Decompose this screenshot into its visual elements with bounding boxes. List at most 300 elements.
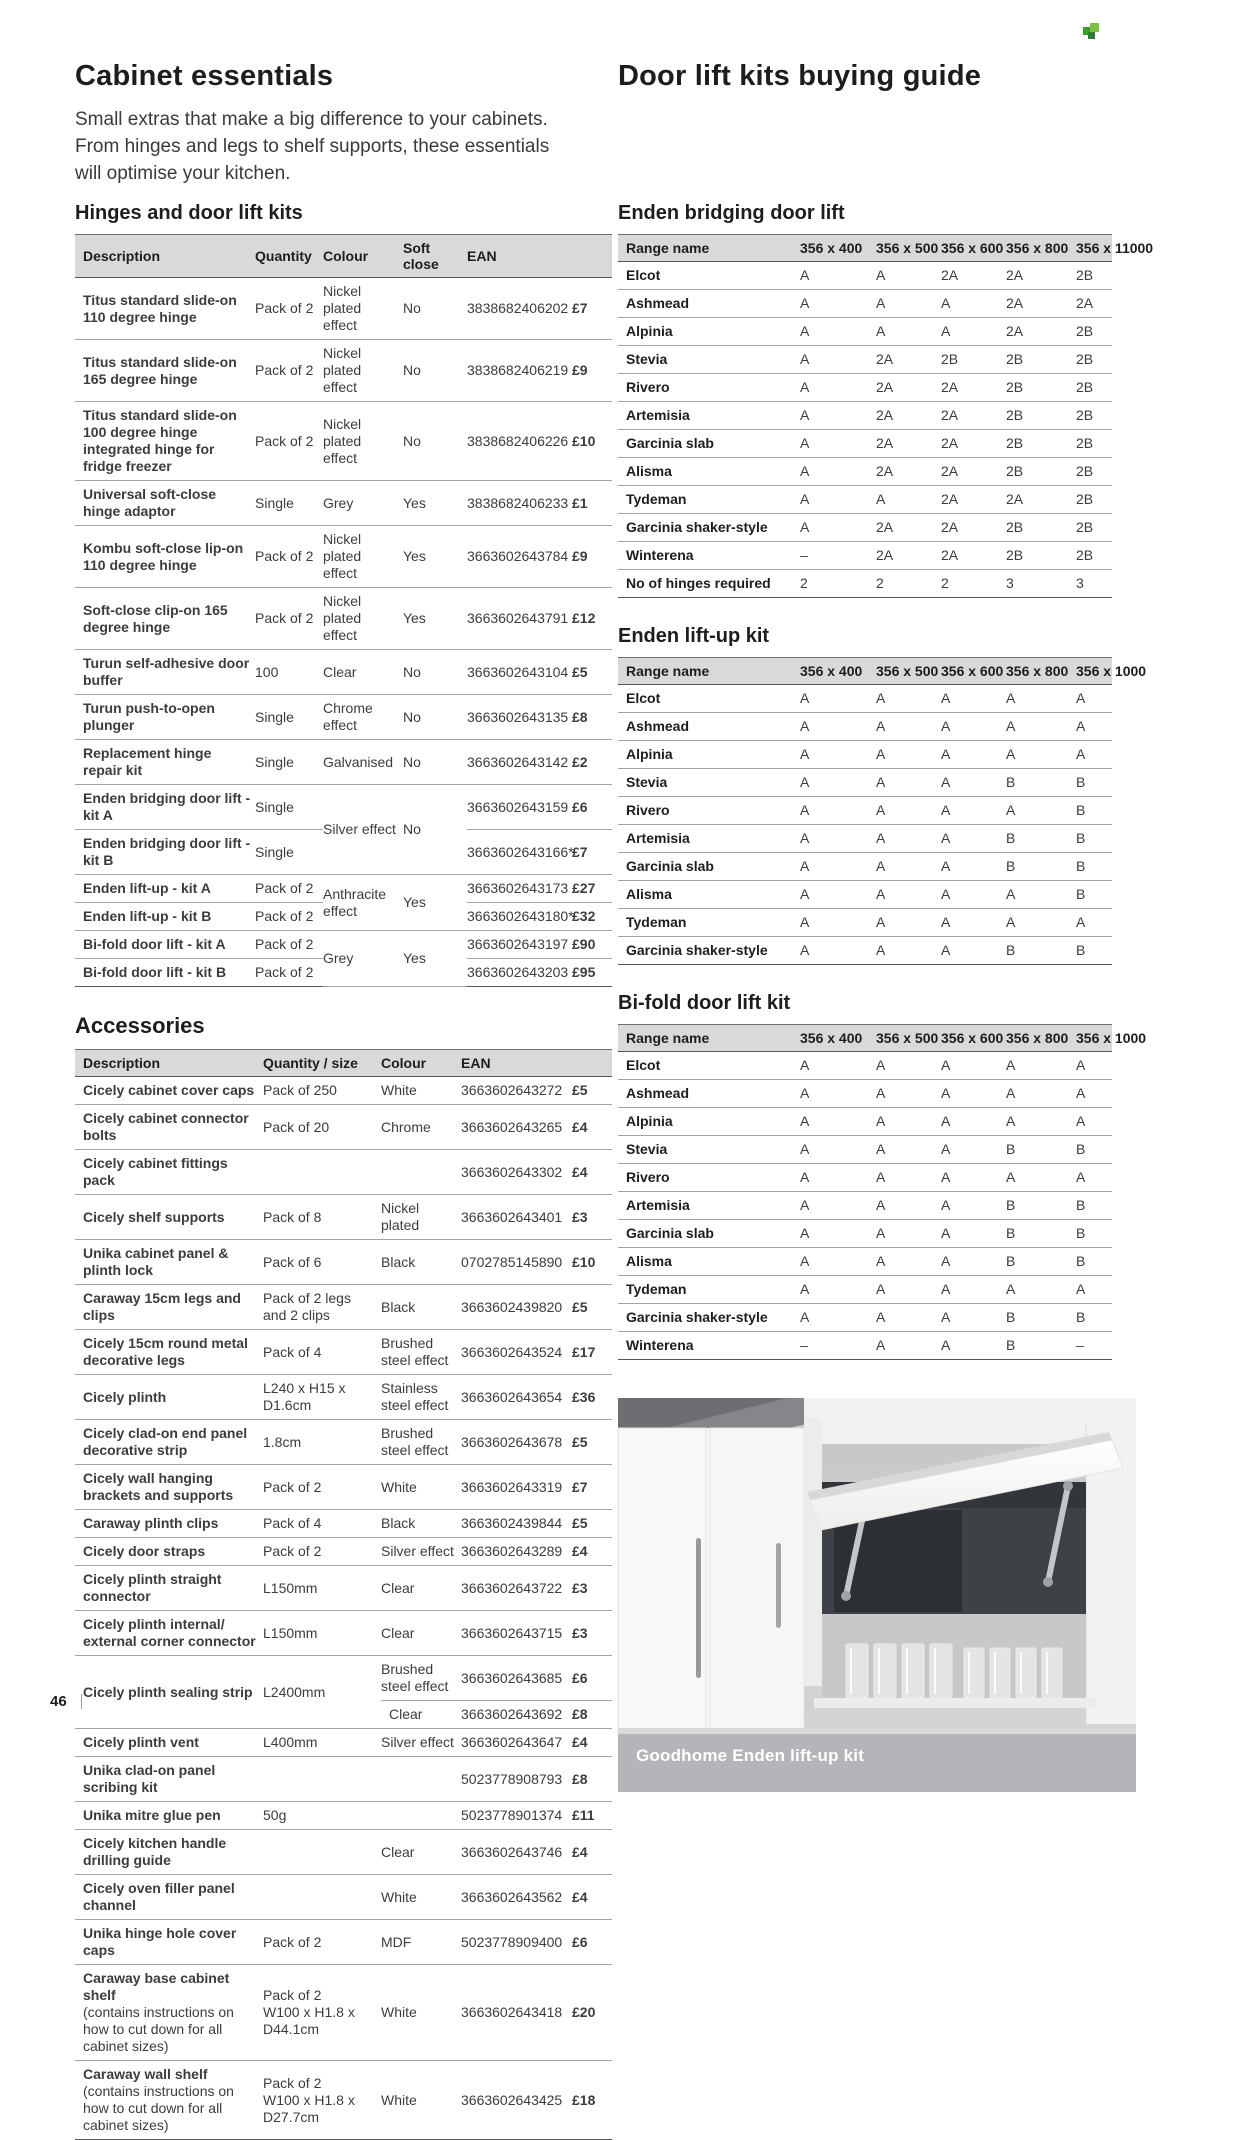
kit-code: A: [876, 825, 941, 853]
kit-code: B: [1076, 769, 1112, 797]
table-row: [75, 481, 612, 526]
kit-code: 2: [941, 570, 1006, 598]
kit-code: A: [800, 486, 876, 514]
cell-ean: 3663602643166*: [467, 830, 572, 875]
table-row: [618, 1304, 1112, 1332]
kit-code: A: [876, 290, 941, 318]
cell-ean: 3663602643265: [461, 1105, 572, 1150]
kit-code: 2A: [1006, 262, 1076, 290]
cell-qty: 1.8cm: [263, 1420, 381, 1465]
kit-code: A: [1006, 741, 1076, 769]
cell-colour: Nickel plated effect: [323, 340, 403, 402]
kit-code: A: [876, 1220, 941, 1248]
cell-price: £9: [572, 526, 612, 588]
cell-qty: Single: [255, 740, 323, 785]
table-row: [618, 825, 1112, 853]
table-row: [75, 1729, 612, 1757]
kit-code: A: [941, 1304, 1006, 1332]
kit-code: A: [800, 1108, 876, 1136]
cell-colour: Nickel plated effect: [323, 526, 403, 588]
cell-qty: Pack of 250: [263, 1077, 381, 1105]
cell-soft: No: [403, 340, 467, 402]
column-header: EAN: [467, 235, 572, 278]
cell-price: £6: [572, 1920, 612, 1965]
column-header: Range name: [618, 658, 800, 685]
kit-code: A: [941, 881, 1006, 909]
cell-colour: White: [381, 1875, 461, 1920]
kit-code: A: [800, 514, 876, 542]
cell-price: £3: [572, 1566, 612, 1611]
cell-desc: Cicely plinth sealing strip: [75, 1656, 263, 1729]
kit-code: A: [941, 937, 1006, 965]
kit-code: 2A: [876, 374, 941, 402]
kit-code: –: [800, 542, 876, 570]
kit-code: A: [800, 1080, 876, 1108]
cell-desc: Enden bridging door lift - kit A: [75, 785, 255, 830]
cell-colour: Brushed steel effect: [381, 1656, 461, 1701]
cell-desc: Cicely wall hanging brackets and supports: [75, 1465, 263, 1510]
kit-code: A: [1006, 1108, 1076, 1136]
kit-code: A: [876, 685, 941, 713]
cell-qty: Pack of 2 W100 x H1.8 x D44.1cm: [263, 1965, 381, 2061]
column-header: 356 x 500: [876, 1025, 941, 1052]
cell-ean: 3838682406219: [467, 340, 572, 402]
cell-colour: Nickel plated effect: [323, 588, 403, 650]
cell-soft: Yes: [403, 931, 467, 987]
cell-price: £8: [572, 1757, 612, 1802]
cell-price: £7: [572, 278, 612, 340]
column-header: Colour: [323, 235, 403, 278]
page-number: 46: [50, 1693, 67, 1710]
table-row: [75, 1195, 612, 1240]
table-row: [75, 740, 612, 785]
guide-table: [618, 234, 1154, 598]
kit-code: A: [941, 741, 1006, 769]
kit-code: A: [1006, 1164, 1076, 1192]
cell-qty: Pack of 2: [255, 278, 323, 340]
table-row: [75, 1920, 612, 1965]
cell-colour: Nickel plated effect: [323, 402, 403, 481]
kit-code: B: [1076, 853, 1112, 881]
kit-code: A: [1006, 909, 1076, 937]
cell-qty: L150mm: [263, 1566, 381, 1611]
kit-code: 2B: [1006, 430, 1076, 458]
range-name: Stevia: [618, 769, 800, 797]
kit-code: 2A: [876, 514, 941, 542]
cell-qty: Pack of 2: [255, 402, 323, 481]
cell-ean: 3663602643562: [461, 1875, 572, 1920]
table-row: [618, 346, 1112, 374]
cell-desc: Cicely shelf supports: [75, 1195, 263, 1240]
table-row: [618, 1164, 1112, 1192]
cell-qty: Pack of 6: [263, 1240, 381, 1285]
cell-price: £5: [572, 650, 612, 695]
cell-qty: Pack of 2: [263, 1538, 381, 1566]
range-name: Artemisia: [618, 1192, 800, 1220]
kit-code: A: [876, 797, 941, 825]
cell-ean: 3663602643401: [461, 1195, 572, 1240]
kit-code: A: [876, 741, 941, 769]
cell-ean: 5023778901374: [461, 1802, 572, 1830]
cell-ean: 3663602643791: [467, 588, 572, 650]
range-name: Rivero: [618, 797, 800, 825]
range-name: Tydeman: [618, 486, 800, 514]
column-header: 356 x 400: [800, 658, 876, 685]
cell-colour: Silver effect: [381, 1729, 461, 1757]
table-row: [618, 797, 1112, 825]
column-header: 356 x 11000: [1076, 235, 1112, 262]
cell-ean: 3663602643678: [461, 1420, 572, 1465]
cell-colour: White: [381, 1965, 461, 2061]
cell-price: £2: [572, 740, 612, 785]
kit-code: A: [1076, 909, 1112, 937]
cell-price: £3: [572, 1611, 612, 1656]
kit-code: A: [800, 1164, 876, 1192]
cell-qty: Pack of 2: [255, 340, 323, 402]
table-row: [75, 340, 612, 402]
kit-code: A: [941, 853, 1006, 881]
cell-desc: Unika cabinet panel & plinth lock: [75, 1240, 263, 1285]
kit-code: A: [800, 318, 876, 346]
column-header: 356 x 600: [941, 235, 1006, 262]
cell-qty: Single: [255, 830, 323, 875]
column-header: 356 x 600: [941, 1025, 1006, 1052]
intro-paragraph: Small extras that make a big difference to your cabinets. From hinges and legs to shelf supports, these essentials will optimise your kitchen.: [75, 109, 550, 184]
cell-price: £9: [572, 340, 612, 402]
cell-qty: Pack of 2: [263, 1920, 381, 1965]
table-row: [618, 570, 1112, 598]
page-title-left: Cabinet essentials: [75, 60, 334, 92]
kit-code: A: [800, 909, 876, 937]
table-row: [75, 1566, 612, 1611]
cell-qty: L2400mm: [263, 1656, 381, 1729]
cell-ean: 3838682406233: [467, 481, 572, 526]
cell-price: £27: [572, 875, 612, 903]
table-row: [618, 741, 1112, 769]
kit-code: A: [876, 1332, 941, 1360]
hinges-table-title: Hinges and door lift kits: [75, 202, 303, 224]
cell-qty: Pack of 2 legs and 2 clips: [263, 1285, 381, 1330]
cell-desc: Cicely kitchen handle drilling guide: [75, 1830, 263, 1875]
kit-code: A: [876, 1108, 941, 1136]
left-cabinet-doors: [618, 1428, 804, 1740]
kit-code: A: [1006, 881, 1076, 909]
cell-colour: Black: [381, 1285, 461, 1330]
table-row: [618, 318, 1112, 346]
kit-code: 2A: [1006, 290, 1076, 318]
kit-code: 2A: [941, 542, 1006, 570]
kit-code: B: [1076, 1136, 1112, 1164]
cell-ean: 3663602643425: [461, 2061, 572, 2140]
cell-desc: Cicely plinth vent: [75, 1729, 263, 1757]
table-row: [618, 430, 1112, 458]
cell-qty: Single: [255, 785, 323, 830]
cell-colour: Chrome effect: [323, 695, 403, 740]
kit-code: A: [941, 1164, 1006, 1192]
cell-qty: Pack of 2: [255, 875, 323, 903]
hinges-table: [75, 234, 612, 987]
cell-ean: 3663602643685: [461, 1656, 572, 1701]
cell-price: £7: [572, 830, 612, 875]
table-row: [75, 1830, 612, 1875]
kit-code: A: [1006, 1080, 1076, 1108]
cell-ean: 3663602643319: [461, 1465, 572, 1510]
cell-price: £32: [572, 903, 612, 931]
cell-desc: Titus standard slide-on 165 degree hinge: [75, 340, 255, 402]
kit-code: A: [800, 430, 876, 458]
range-name: Artemisia: [618, 825, 800, 853]
kit-code: 2B: [1006, 542, 1076, 570]
kit-code: A: [800, 1052, 876, 1080]
cell-price: £4: [572, 1875, 612, 1920]
range-name: Winterena: [618, 1332, 800, 1360]
table-row: [75, 1240, 612, 1285]
table-row: [618, 1080, 1112, 1108]
kit-code: A: [800, 374, 876, 402]
kit-code: 2A: [941, 374, 1006, 402]
table-row: [75, 526, 612, 588]
cell-ean: 3838682406202: [467, 278, 572, 340]
guide-table-title: Enden lift-up kit: [618, 625, 770, 647]
column-header: 356 x 800: [1006, 658, 1076, 685]
cell-price: £4: [572, 1150, 612, 1195]
kit-code: A: [800, 825, 876, 853]
cell-price: £6: [572, 1656, 612, 1701]
cell-desc: Cicely oven filler panel channel: [75, 1875, 263, 1920]
cell-ean: 3663602643104: [467, 650, 572, 695]
kit-code: A: [1076, 713, 1112, 741]
cell-qty: L400mm: [263, 1729, 381, 1757]
table-row: [75, 402, 612, 481]
cell-desc: Kombu soft-close lip-on 110 degree hinge: [75, 526, 255, 588]
kit-code: 2B: [1076, 486, 1112, 514]
cell-price: £8: [572, 1701, 612, 1729]
kit-code: A: [1006, 713, 1076, 741]
cell-soft: No: [403, 785, 467, 875]
cell-subtext: (contains instructions on how to cut down for all cabinet sizes): [83, 2004, 234, 2054]
cell-qty: Pack of 2: [255, 903, 323, 931]
kit-code: A: [941, 1052, 1006, 1080]
table-row: [75, 1105, 612, 1150]
range-name: Alisma: [618, 458, 800, 486]
cell-qty: Pack of 2: [255, 931, 323, 959]
table-row: [618, 1276, 1112, 1304]
column-header: Description: [75, 1050, 263, 1077]
door-handle-left: [696, 1538, 701, 1678]
table-row: [618, 262, 1112, 290]
kit-code: A: [941, 318, 1006, 346]
cell-soft: Yes: [403, 875, 467, 931]
kit-code: A: [800, 937, 876, 965]
cell-price: £1: [572, 481, 612, 526]
kit-code: 2A: [941, 514, 1006, 542]
cell-price: £17: [572, 1330, 612, 1375]
kit-code: A: [876, 881, 941, 909]
kit-code: 2B: [1076, 514, 1112, 542]
kit-code: 2A: [876, 430, 941, 458]
cell-colour: Black: [381, 1510, 461, 1538]
kit-code: B: [1076, 1304, 1112, 1332]
cell-ean: 3663602643289: [461, 1538, 572, 1566]
kit-code: 2B: [1006, 458, 1076, 486]
kit-code: B: [1076, 797, 1112, 825]
left-column: [75, 58, 612, 2140]
range-name: Winterena: [618, 542, 800, 570]
kit-code: A: [876, 486, 941, 514]
cell-ean: 3663602439844: [461, 1510, 572, 1538]
cell-desc: Enden lift-up - kit A: [75, 875, 255, 903]
kit-code: 2A: [1076, 290, 1112, 318]
kit-code: A: [941, 769, 1006, 797]
kit-code: B: [1006, 1136, 1076, 1164]
cell-ean: 3663602643692: [461, 1701, 572, 1729]
column-header: EAN: [461, 1050, 572, 1077]
cell-soft: Yes: [403, 526, 467, 588]
table-row: [618, 458, 1112, 486]
cell-qty: L240 x H15 x D1.6cm: [263, 1375, 381, 1420]
green-leaf-icon: [1082, 22, 1100, 40]
kit-code: A: [800, 1248, 876, 1276]
kit-code: 2A: [1006, 318, 1076, 346]
cell-colour: Black: [381, 1240, 461, 1285]
cell-colour: Grey: [323, 481, 403, 526]
cell-ean: 3663602643272: [461, 1077, 572, 1105]
kit-code: 2A: [876, 458, 941, 486]
cell-colour: Clear: [323, 650, 403, 695]
cell-price: £6: [572, 785, 612, 830]
cell-desc: Enden lift-up - kit B: [75, 903, 255, 931]
cell-colour: [381, 1150, 461, 1195]
kit-code: 2A: [941, 430, 1006, 458]
page-footer: [50, 1693, 82, 1710]
kit-code: A: [941, 1220, 1006, 1248]
cell-ean: 3663602643302: [461, 1150, 572, 1195]
cell-desc: Universal soft-close hinge adaptor: [75, 481, 255, 526]
shelf-edge: [814, 1698, 1096, 1708]
cell-price: £5: [572, 1420, 612, 1465]
cell-desc: Titus standard slide-on 110 degree hinge: [75, 278, 255, 340]
cell-desc: Enden bridging door lift - kit B: [75, 830, 255, 875]
kit-code: B: [1006, 1332, 1076, 1360]
cell-desc: Soft-close clip-on 165 degree hinge: [75, 588, 255, 650]
kit-code: 2B: [1076, 458, 1112, 486]
cell-soft: No: [403, 740, 467, 785]
cell-price: £11: [572, 1802, 612, 1830]
cell-desc: Unika hinge hole cover caps: [75, 1920, 263, 1965]
kit-code: A: [1076, 1108, 1112, 1136]
product-photo: [618, 1398, 1136, 1792]
kit-code: A: [941, 713, 1006, 741]
table-row: [75, 1375, 612, 1420]
cell-qty: Pack of 2: [255, 959, 323, 987]
kit-code: A: [1006, 797, 1076, 825]
table-row: [618, 909, 1112, 937]
cell-desc: Cicely cabinet fittings pack: [75, 1150, 263, 1195]
range-name: Elcot: [618, 1052, 800, 1080]
cell-qty: 50g: [263, 1802, 381, 1830]
kit-code: A: [1006, 1052, 1076, 1080]
cell-colour: White: [381, 1077, 461, 1105]
cell-colour: Silver effect: [323, 785, 403, 875]
column-header: 356 x 400: [800, 235, 876, 262]
range-name: No of hinges required: [618, 570, 800, 598]
cell-colour: [381, 1757, 461, 1802]
cell-soft: No: [403, 650, 467, 695]
kit-code: B: [1076, 937, 1112, 965]
cell-colour: Nickel plated: [381, 1195, 461, 1240]
kit-code: A: [800, 262, 876, 290]
cell-ean: 3663602643524: [461, 1330, 572, 1375]
range-name: Rivero: [618, 374, 800, 402]
cell-price: £10: [572, 1240, 612, 1285]
range-name: Elcot: [618, 262, 800, 290]
kit-code: A: [876, 937, 941, 965]
kit-code: A: [876, 1164, 941, 1192]
cell-ean: 3663602643203: [467, 959, 572, 987]
cell-desc: Cicely cabinet cover caps: [75, 1077, 263, 1105]
column-header: Quantity / size: [263, 1050, 381, 1077]
kit-code: A: [1076, 1080, 1112, 1108]
kit-code: 2A: [876, 402, 941, 430]
kit-code: A: [1076, 1164, 1112, 1192]
table-row: [618, 1248, 1112, 1276]
table-row: [75, 1285, 612, 1330]
table-row: [618, 853, 1112, 881]
kit-code: 3: [1006, 570, 1076, 598]
range-name: Alpinia: [618, 741, 800, 769]
kit-code: A: [1076, 1276, 1112, 1304]
cell-colour: Clear: [381, 1701, 461, 1729]
range-name: Stevia: [618, 346, 800, 374]
kit-code: B: [1076, 1248, 1112, 1276]
guide-table-title: Enden bridging door lift: [618, 202, 845, 224]
cell-qty: Pack of 8: [263, 1195, 381, 1240]
cell-desc: Titus standard slide-on 100 degree hinge integrated hinge for fridge freezer: [75, 402, 255, 481]
kit-code: A: [941, 1248, 1006, 1276]
cell-ean: 3663602643159: [467, 785, 572, 830]
table-row: [75, 1656, 612, 1701]
cell-qty: Pack of 2 W100 x H1.8 x D27.7cm: [263, 2061, 381, 2140]
kit-code: 2: [800, 570, 876, 598]
enden-lift-up-photo-illustration: [618, 1398, 1136, 1792]
accessories-table-title: Accessories: [75, 1013, 205, 1038]
cell-qty: Single: [255, 481, 323, 526]
kit-code: B: [1006, 825, 1076, 853]
table-row: [618, 881, 1112, 909]
kit-code: A: [800, 685, 876, 713]
kit-code: A: [800, 853, 876, 881]
kit-code: 2B: [1006, 374, 1076, 402]
cell-ean: 3663602643197: [467, 931, 572, 959]
right-column: [618, 58, 1154, 1792]
column-header: Quantity: [255, 235, 323, 278]
kit-code: A: [941, 825, 1006, 853]
accessories-table: [75, 1049, 612, 2140]
guide-table-title: Bi-fold door lift kit: [618, 992, 791, 1014]
table-row: [75, 695, 612, 740]
cell-desc: Replacement hinge repair kit: [75, 740, 255, 785]
table-row: [75, 1757, 612, 1802]
kit-code: A: [876, 1248, 941, 1276]
kit-code: B: [1006, 937, 1076, 965]
table-row: [75, 931, 612, 959]
table-row: [618, 1108, 1112, 1136]
cell-price: £95: [572, 959, 612, 987]
cell-qty: [263, 1150, 381, 1195]
range-name: Ashmead: [618, 290, 800, 318]
accessories_table: [75, 1049, 612, 2140]
kit-code: A: [800, 1220, 876, 1248]
